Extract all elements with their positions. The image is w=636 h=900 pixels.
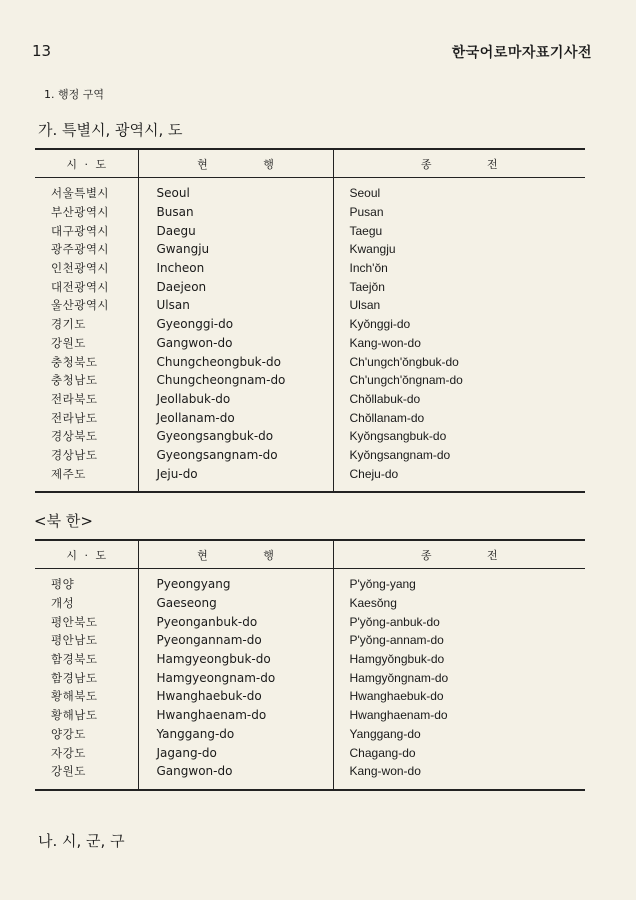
heading-special-cities-provinces: 가. 특별시, 광역시, 도 [38, 121, 183, 139]
region-cell: 강원도 [51, 764, 86, 779]
current-romanization-cell: Pyeonganbuk-do [138, 612, 333, 631]
region-cell: 경기도 [51, 317, 86, 332]
table-row [35, 706, 585, 725]
table-row [35, 334, 585, 353]
previous-romanization-cell: Ch'ungch'ŏngbuk-do [333, 352, 585, 371]
section-label: 1. 행정 구역 [44, 88, 104, 101]
table-row [35, 612, 585, 631]
previous-romanization-cell: Seoul [333, 178, 585, 203]
previous-romanization-cell: Kang-won-do [333, 334, 585, 353]
current-romanization-cell: Hwanghaebuk-do [138, 687, 333, 706]
header-region: 시 · 도 [35, 149, 138, 178]
previous-romanization-cell: Kyŏnggi-do [333, 315, 585, 334]
previous-romanization-cell: Ulsan [333, 296, 585, 315]
region-cell: 평안남도 [51, 633, 98, 648]
region-cell: 함경북도 [51, 652, 98, 667]
table-row [35, 464, 585, 492]
region-cell: 경상북도 [51, 429, 98, 444]
previous-romanization-cell: Kwangju [333, 240, 585, 259]
current-romanization-cell: Hamgyeongbuk-do [138, 650, 333, 669]
table-body [35, 178, 585, 493]
region-cell: 강원도 [51, 335, 86, 350]
current-romanization-cell: Chungcheongbuk-do [138, 352, 333, 371]
current-romanization-cell: Gwangju [138, 240, 333, 259]
previous-romanization-cell: Cheju-do [333, 464, 585, 492]
region-cell: 부산광역시 [51, 205, 110, 220]
table-row [35, 569, 585, 594]
table-row [35, 427, 585, 446]
current-romanization-cell: Seoul [138, 178, 333, 203]
current-romanization-cell: Gangwon-do [138, 762, 333, 790]
table-row [35, 725, 585, 744]
previous-romanization-cell: Hamgyŏngnam-do [333, 668, 585, 687]
previous-romanization-cell: Ch'ungch'ŏngnam-do [333, 371, 585, 390]
table-row [35, 277, 585, 296]
table-row [35, 408, 585, 427]
previous-romanization-cell: Kyŏngsangbuk-do [333, 427, 585, 446]
previous-romanization-cell: Taegu [333, 221, 585, 240]
previous-romanization-cell: Hwanghaenam-do [333, 706, 585, 725]
current-romanization-cell: Jagang-do [138, 743, 333, 762]
previous-romanization-cell: P'yŏng-annam-do [333, 631, 585, 650]
current-romanization-cell: Jeollanam-do [138, 408, 333, 427]
region-cell: 함경남도 [51, 670, 98, 685]
table-row [35, 221, 585, 240]
region-cell: 전라북도 [51, 391, 98, 406]
current-romanization-cell: Hwanghaenam-do [138, 706, 333, 725]
table-row [35, 203, 585, 222]
current-romanization-cell: Gyeonggi-do [138, 315, 333, 334]
current-romanization-cell: Ulsan [138, 296, 333, 315]
table-row [35, 296, 585, 315]
region-cell: 황해남도 [51, 708, 98, 723]
page-number: 13 [32, 42, 52, 60]
table-body [35, 569, 585, 790]
table-row [35, 446, 585, 465]
current-romanization-cell: Jeollabuk-do [138, 390, 333, 409]
heading-north-korea: <북 한> [34, 512, 93, 530]
current-romanization-cell: Gaeseong [138, 594, 333, 613]
previous-romanization-cell: Hwanghaebuk-do [333, 687, 585, 706]
table-row [35, 668, 585, 687]
region-cell: 충청북도 [51, 354, 98, 369]
region-cell: 평양 [51, 577, 75, 592]
previous-romanization-cell: P'yŏng-anbuk-do [333, 612, 585, 631]
current-romanization-cell: Pyeongannam-do [138, 631, 333, 650]
header-previous: 종 전 [333, 540, 585, 569]
north-korea-romanization-table [35, 539, 585, 791]
previous-romanization-cell: Inch'ŏn [333, 259, 585, 278]
previous-romanization-cell: Pusan [333, 203, 585, 222]
previous-romanization-cell: P'yŏng-yang [333, 569, 585, 594]
region-cell: 자강도 [51, 745, 86, 760]
table-row [35, 390, 585, 409]
table-row [35, 259, 585, 278]
table-row [35, 743, 585, 762]
region-cell: 양강도 [51, 726, 86, 741]
region-cell: 평안북도 [51, 614, 98, 629]
running-title: 한국어로마자표기사전 [451, 45, 592, 61]
table-row [35, 762, 585, 790]
table-row [35, 352, 585, 371]
current-romanization-cell: Incheon [138, 259, 333, 278]
current-romanization-cell: Gyeongsangnam-do [138, 446, 333, 465]
table-header-row [35, 540, 585, 569]
region-cell: 제주도 [51, 466, 86, 481]
region-cell: 대전광역시 [51, 279, 110, 294]
table-row [35, 240, 585, 259]
current-romanization-cell: Daejeon [138, 277, 333, 296]
current-romanization-cell: Chungcheongnam-do [138, 371, 333, 390]
region-cell: 울산광역시 [51, 298, 110, 313]
current-romanization-cell: Jeju-do [138, 464, 333, 492]
table-row [35, 315, 585, 334]
header-region: 시 · 도 [35, 540, 138, 569]
previous-romanization-cell: Kang-won-do [333, 762, 585, 790]
previous-romanization-cell: Yanggang-do [333, 725, 585, 744]
south-korea-romanization-table [35, 148, 585, 493]
table-row [35, 594, 585, 613]
region-cell: 대구광역시 [51, 223, 110, 238]
header-current: 현 행 [138, 149, 333, 178]
table-row [35, 631, 585, 650]
current-romanization-cell: Busan [138, 203, 333, 222]
current-romanization-cell: Daegu [138, 221, 333, 240]
previous-romanization-cell: Chagang-do [333, 743, 585, 762]
previous-romanization-cell: Kyŏngsangnam-do [333, 446, 585, 465]
current-romanization-cell: Hamgyeongnam-do [138, 668, 333, 687]
table-row [35, 371, 585, 390]
heading-cities-counties-districts: 나. 시, 군, 구 [38, 832, 125, 850]
region-cell: 황해북도 [51, 689, 98, 704]
previous-romanization-cell: Chŏllanam-do [333, 408, 585, 427]
header-previous: 종 전 [333, 149, 585, 178]
current-romanization-cell: Gyeongsangbuk-do [138, 427, 333, 446]
previous-romanization-cell: Kaesŏng [333, 594, 585, 613]
previous-romanization-cell: Chŏllabuk-do [333, 390, 585, 409]
table-header-row [35, 149, 585, 178]
region-cell: 개성 [51, 596, 75, 611]
current-romanization-cell: Yanggang-do [138, 725, 333, 744]
region-cell: 전라남도 [51, 410, 98, 425]
region-cell: 충청남도 [51, 373, 98, 388]
table-row [35, 178, 585, 203]
previous-romanization-cell: Taejŏn [333, 277, 585, 296]
current-romanization-cell: Pyeongyang [138, 569, 333, 594]
region-cell: 경상남도 [51, 447, 98, 462]
header-current: 현 행 [138, 540, 333, 569]
region-cell: 인천광역시 [51, 261, 110, 276]
current-romanization-cell: Gangwon-do [138, 334, 333, 353]
previous-romanization-cell: Hamgyŏngbuk-do [333, 650, 585, 669]
table-row [35, 687, 585, 706]
region-cell: 광주광역시 [51, 242, 110, 257]
table-row [35, 650, 585, 669]
region-cell: 서울특별시 [51, 186, 110, 201]
